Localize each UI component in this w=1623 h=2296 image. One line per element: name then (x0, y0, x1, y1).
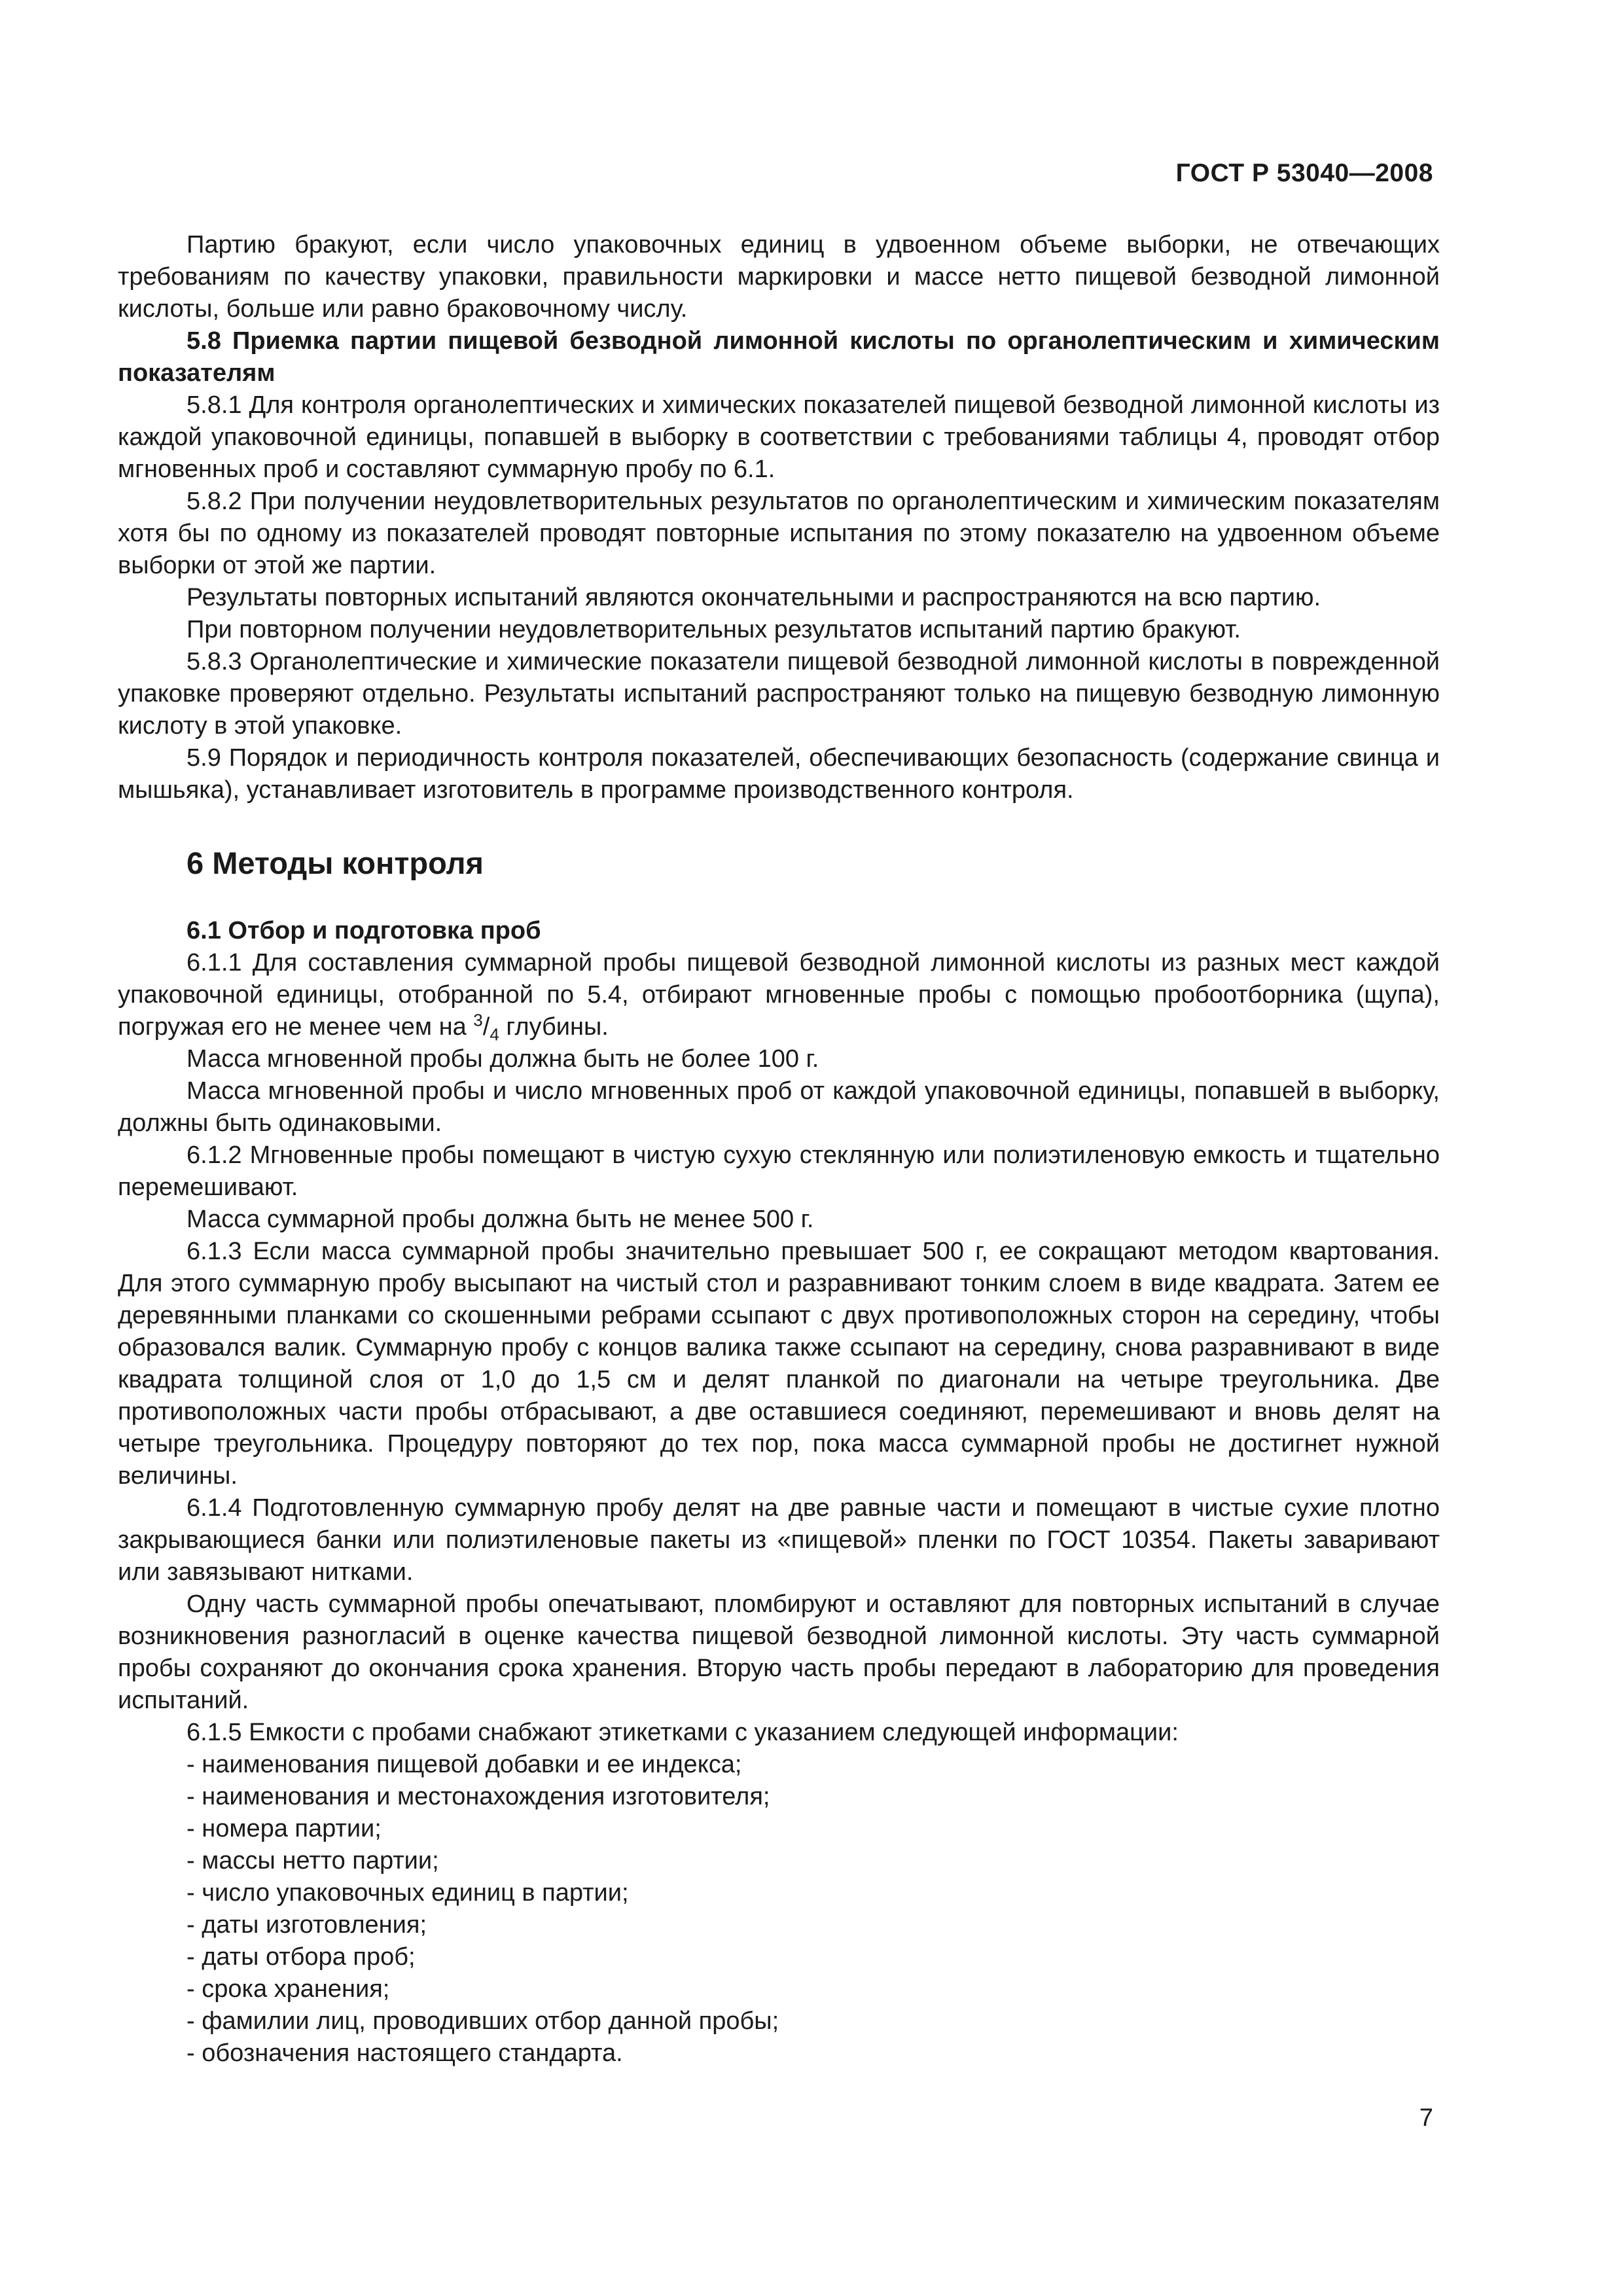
paragraph-6-1-1-tail: глубины. (506, 1013, 609, 1041)
paragraph-6-1-5: 6.1.5 Емкости с пробами снабжают этикетками с указанием следующей информации: (187, 1719, 1179, 1746)
subsection-6-1-title: 6.1 Отбор и подготовка проб (187, 917, 541, 944)
paragraph-repeat: При повторном получении неудовлетворительных результатов испытаний партию бракуют. (187, 616, 1241, 643)
list-item: - даты изготовления; (187, 1911, 427, 1939)
paragraph-6-1-1-text: 6.1.1 Для составления суммарной пробы пищевой безводной лимонной кислоты из разных мест каждой упаковочной единицы, отобранной по 5.4, отбирают мгновенные пробы с помощью пробоотборника (щупа), погружая его не менее чем на (118, 949, 1440, 1041)
list-item: - наименования пищевой добавки и ее индекса; (187, 1751, 742, 1778)
section-6-title: 6 Методы контроля (187, 846, 484, 880)
paragraph-mass-equal: Масса мгновенной пробы и число мгновенных проб от каждой упаковочной единицы, попавшей в выборку, должны быть одинаковыми. (118, 1077, 1440, 1137)
label-info-list (118, 1749, 1440, 2070)
paragraph-5-9: 5.9 Порядок и периодичность контроля показателей, обеспечивающих безопасность (содержание свинца и мышьяка), устанавливает изготовитель в программе производственного контроля. (118, 744, 1440, 804)
paragraph-6-1-2: 6.1.2 Мгновенные пробы помещают в чистую сухую стеклянную или полиэтиленовую емкость и тщательно перемешивают. (118, 1141, 1440, 1201)
fraction-numerator: 3 (473, 1010, 483, 1030)
paragraph-one-part: Одну часть суммарной пробы опечатывают, пломбируют и оставляют для повторных испытаний в случае возникновения разногласий в оценке качества пищевой безводной лимонной кислоты. Эту часть суммарной пробы сохраняют до окончания срока хранения. Вторую часть пробы передают в лабораторию для проведения испытаний. (118, 1590, 1440, 1714)
list-item: - срока хранения; (187, 1975, 390, 2003)
paragraph-6-1-4: 6.1.4 Подготовленную суммарную пробу делят на две равные части и помещают в чистые сухие плотно закрывающиеся банки или полиэтиленовые пакеты из «пищевой» пленки по ГОСТ 10354. Пакеты заваривают или завязывают нитками. (118, 1494, 1440, 1586)
list-item: - номера партии; (187, 1815, 382, 1842)
paragraph-reject: Партию бракуют, если число упаковочных единиц в удвоенном объеме выборки, не отвечающих требованиям по качеству упаковки, правильности маркировки и массе нетто пищевой безводной лимонной кислоты, больше или равно браковочному числу. (118, 231, 1440, 323)
paragraph-6-1-1: 6.1.1 Для составления суммарной пробы пищевой безводной лимонной кислоты из разных мест каждой упаковочной единицы, отобранной по 5.4, отбирают мгновенные пробы с помощью пробоотборника (щупа), погружая его не менее чем на $^3/_4$ глубины. (118, 949, 1440, 1045)
paragraph-5-8-1: 5.8.1 Для контроля органолептических и химических показателей пищевой безводной лимонной кислоты из каждой упаковочной единицы, попавшей в выборку в соответствии с требованиями таблицы 4, проводят отбор мгновенных проб и составляют суммарную пробу по 6.1. (118, 391, 1440, 483)
paragraph-results: Результаты повторных испытаний являются окончательными и распространяются на всю партию. (187, 584, 1321, 611)
list-item: - наименования и местонахождения изготовителя; (187, 1783, 770, 1810)
paragraph-mass-total: Масса суммарной пробы должна быть не менее 500 г. (187, 1206, 814, 1233)
fraction-denominator: 4 (490, 1024, 499, 1045)
paragraph-6-1-3: 6.1.3 Если масса суммарной пробы значительно превышает 500 г, ее сокращают методом квартования. Для этого суммарную пробу высыпают на чистый стол и разравнивают тонким слоем в виде квадрата. Затем ее деревянными планками со скошенными ребрами ссыпают с двух противоположных сторон на середину, чтобы образовался валик. Суммарную пробу с концов валика также ссыпают на середину, снова разравнивают в виде квадрата толщиной слоя от 1,0 до 1,5 см и делят планкой по диагонали на четыре треугольника. Две противоположных части пробы отбрасывают, а две оставшиеся соединяют, перемешивают и вновь делят на четыре треугольника. Процедуру повторяют до тех пор, пока масса суммарной пробы не достигнет нужной величины. (118, 1238, 1440, 1490)
list-item: - даты отбора проб; (187, 1943, 416, 1971)
paragraph-5-8-2: 5.8.2 При получении неудовлетворительных результатов по органолептическим и химическим показателям хотя бы по одному из показателей проводят повторные испытания по этому показателю на удвоенном объеме выборки от этой же партии. (118, 488, 1440, 579)
document-body (118, 229, 1440, 2070)
list-item: - число упаковочных единиц в партии; (187, 1879, 629, 1907)
paragraph-mass-instant: Масса мгновенной пробы должна быть не более 100 г. (187, 1045, 819, 1073)
document-code-header: ГОСТ Р 53040—2008 (1175, 159, 1433, 187)
list-item: - фамилии лиц, проводивших отбор данной пробы; (187, 2007, 779, 2035)
paragraph-5-8-3: 5.8.3 Органолептические и химические показатели пищевой безводной лимонной кислоты в поврежденной упаковке проверяют отдельно. Результаты испытаний распространяют только на пищевую безводную лимонную кислоту в этой упаковке. (118, 648, 1440, 740)
list-item: - обозначения настоящего стандарта. (187, 2039, 623, 2067)
page-number: 7 (1419, 2104, 1433, 2132)
list-item: - массы нетто партии; (187, 1847, 439, 1874)
heading-5-8: 5.8 Приемка партии пищевой безводной лимонной кислоты по органолептическим и химическим показателям (118, 327, 1440, 387)
